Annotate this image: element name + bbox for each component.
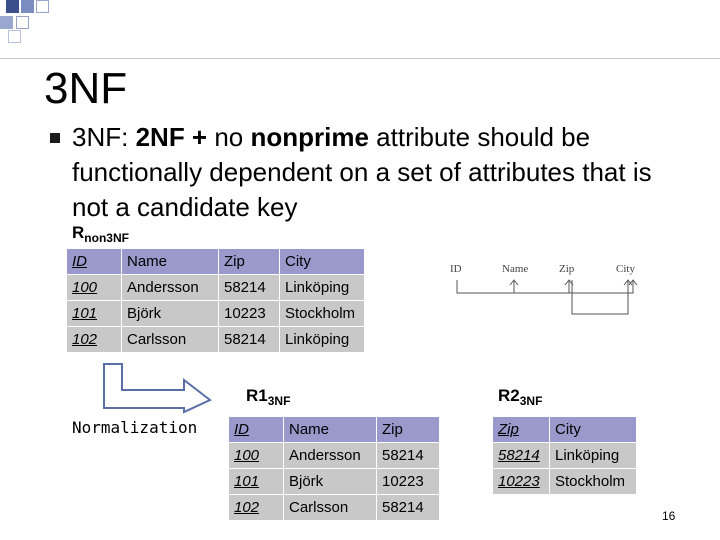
table-cell: Carlsson [122, 327, 219, 353]
table-cell: Björk [284, 469, 377, 495]
table-cell: 100 [67, 275, 122, 301]
r2-table [492, 416, 637, 495]
header-cell: City [280, 249, 365, 275]
table-cell: Linköping [280, 327, 365, 353]
table-row [493, 443, 637, 469]
table-row [67, 275, 365, 301]
header-cell: City [550, 417, 637, 443]
table-header-row [229, 417, 440, 443]
table-cell: 58214 [377, 443, 440, 469]
header-cell: Zip [219, 249, 280, 275]
table-cell: 102 [67, 327, 122, 353]
page-number: 16 [662, 509, 676, 523]
r1-table [228, 416, 440, 521]
table-row [493, 469, 637, 495]
title-divider [0, 58, 720, 59]
table-row [229, 443, 440, 469]
table-cell: 58214 [219, 275, 280, 301]
table-cell: 58214 [219, 327, 280, 353]
header-cell: Zip [493, 417, 550, 443]
table-cell: 10223 [493, 469, 550, 495]
table-cell: 101 [67, 301, 122, 327]
bullet-text: 3NF: 2NF + no nonprime attribute should be functionally dependent on a set of attributes that is not a candidate key [72, 122, 652, 222]
normalization-arrow-icon [98, 360, 218, 416]
table-cell: Carlsson [284, 495, 377, 521]
fd-attr-zip: Zip [559, 263, 575, 275]
bullet-marker [50, 133, 60, 143]
table-cell: 10223 [377, 469, 440, 495]
fd-diagram [448, 258, 648, 320]
table-row [229, 495, 440, 521]
fd-attr-id: ID [450, 263, 462, 275]
table-cell: 10223 [219, 301, 280, 327]
table-cell: Stockholm [280, 301, 365, 327]
table-row [229, 469, 440, 495]
header-cell: ID [229, 417, 284, 443]
table-cell: 58214 [493, 443, 550, 469]
table-row [67, 327, 365, 353]
r1-label: $R1_{3NF}$ [246, 386, 291, 408]
table-row [67, 301, 365, 327]
table-cell: 102 [229, 495, 284, 521]
rnon3nf-table [66, 248, 365, 353]
table-cell: Linköping [280, 275, 365, 301]
fd-attr-name: Name [502, 263, 529, 275]
header-cell: Name [284, 417, 377, 443]
header-cell: Zip [377, 417, 440, 443]
normalization-label: Normalization [72, 418, 198, 437]
table-cell: Linköping [550, 443, 637, 469]
slide-title: 3NF [44, 64, 128, 113]
table-cell: 101 [229, 469, 284, 495]
rnon3nf-label: $R_{non3NF}$ [72, 223, 129, 245]
fd-arrows [457, 280, 637, 314]
header-cell: ID [67, 249, 122, 275]
fd-attr-city: City [616, 263, 635, 275]
table-cell: Björk [122, 301, 219, 327]
table-cell: Andersson [122, 275, 219, 301]
table-header-row [67, 249, 365, 275]
table-cell: Stockholm [550, 469, 637, 495]
table-header-row [493, 417, 637, 443]
table-cell: Andersson [284, 443, 377, 469]
header-cell: Name [122, 249, 219, 275]
r2-label: $R2_{3NF}$ [498, 386, 543, 408]
table-cell: 58214 [377, 495, 440, 521]
table-cell: 100 [229, 443, 284, 469]
